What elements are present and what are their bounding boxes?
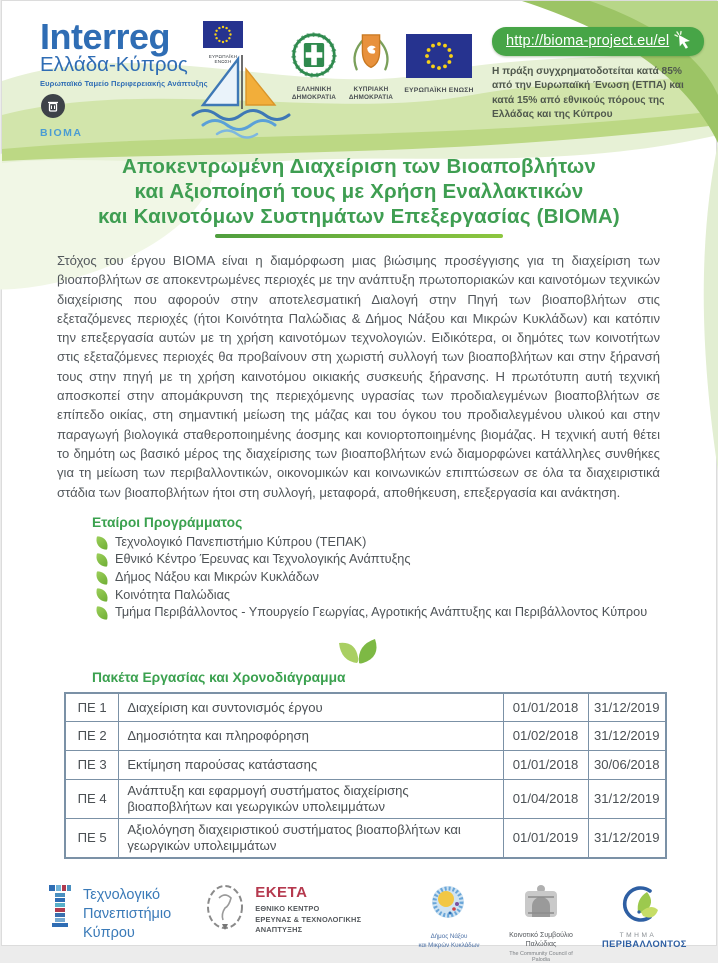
- page-title: [60, 154, 658, 229]
- wp-end-date: 30/06/2018: [588, 751, 666, 780]
- eu-flag-small-icon: [203, 21, 243, 48]
- wp-end-date: 31/12/2019: [588, 693, 666, 722]
- cyprus-emblem-icon: [349, 29, 393, 79]
- naxos-logo: [418, 884, 480, 950]
- partners-list: [96, 534, 716, 622]
- table-row: [65, 780, 666, 819]
- wp-id: ΠΕ 2: [65, 722, 119, 751]
- palodia-caption: Κοινοτικό Συμβούλιο Παλώδιας: [502, 931, 580, 949]
- eketa-emblem-icon: [205, 884, 245, 932]
- work-packages-section: [2, 670, 716, 860]
- table-row: [65, 751, 666, 780]
- partner-name: Κοινότητα Παλώδιας: [115, 587, 230, 605]
- eu-flag-large: [400, 34, 478, 95]
- table-row: [65, 693, 666, 722]
- wp-id: ΠΕ 4: [65, 780, 119, 819]
- wp-end-date: 31/12/2019: [588, 819, 666, 859]
- leaf-divider-icon: [2, 629, 716, 667]
- palodia-monument-icon: [518, 884, 564, 924]
- project-url-link[interactable]: [492, 27, 704, 56]
- partner-item: [96, 604, 716, 622]
- greece-emblem-caption: ΕΛΛΗΝΙΚΗ ΔΗΜΟΚΡΑΤΙΑ: [285, 86, 343, 101]
- intro-paragraph: Στόχος του έργου BIOMA είναι η διαμόρφωση μιας βιώσιμης προσέγγισης για τη διαχείριση των βιοαποβλήτων σε αποκεντρωμένες περιοχές με την ανάπτυξη πρωτοποριακών και καινοτόμων τεχνικών διαχείρισης που αφορούν στην αποτελεσματική Διαλογή στην Πηγή των βιοαποβλήτων στις εξεταζόμενες περιοχές (ήτοι Κοινότητα Παλώδιας & Δήμος Νάξου και Μικρών Κυκλάδων) και κατόπιν την επεξεργασία αυτών με τη χρήση καινοτόμων τεχνολογιών. Ειδικότερα, οι δημότες των κοινοτήτων στις εξεταζόμενες περιοχές θα προβαίνουν στη χωριστή συλλογή των βιοαποβλήτων και στην ξήρανσή τους στην πηγή με τη χρήση καινοτόμου οικιακής συσκευής ξήρανσης. Η πρωτότυπη αυτή τεχνική αποσκοπεί στην απομάκρυνση της περιεχόμενης υγρασίας των προδιαλεγμένων βιοαποβλήτων σε επίπεδο οικίας, στη σημαντική μείωση της μάζας και του όγκου του προδιαλεγμένου υλικού και στην παραγωγή βιολογικά σταθεροποιημένης άοσμης και κονιορτοποιημένης βιομάζας. Η τεχνική αυτή θέτει το δημότη ως βασικό μέρος της διαχείρισης των βιοαποβλήτων ενώ διαμορφώνει κατάλληλες συνθήκες για τη μείωση των περιβαλλοντικών, οικονομικών και κοινωνικών επιπτώσεων σε όλα τα διαχειριστικά στάδια των βιοαποβλήτων ήτοι στη συλλογή, μεταφορά, αποθήκευση, επεξεργασία και ανάκτηση.: [57, 251, 660, 502]
- wp-title: Αξιολόγηση διαχειριστικού συστήματος βιοαποβλήτων και γεωργικών υπολειμμάτων: [119, 819, 503, 859]
- wp-end-date: 31/12/2019: [588, 722, 666, 751]
- partners-section: [2, 515, 716, 622]
- page-title-line-2: και Αξιοποίησή τους με Χρήση Εναλλακτικών: [60, 179, 658, 204]
- eu-flag-small-caption: ΕΥΡΩΠΑΪΚΗ ΕΝΩΣΗ: [200, 54, 246, 64]
- leaf-bullet-icon: [95, 553, 109, 567]
- partner-item: [96, 587, 716, 605]
- funding-note: Η πράξη συγχρηματοδοτείται κατά 85% από την Ευρωπαϊκή Ένωση (ΕΤΠΑ) και κατά 15% από εθνικούς πόρους της Ελλάδας και της Κύπρου: [492, 65, 704, 123]
- greece-emblem: [285, 31, 343, 101]
- eketa-acronym: ΕΚΕΤΑ: [255, 884, 361, 901]
- cyprus-emblem-caption: ΚΥΠΡΙΑΚΗ ΔΗΜΟΚΡΑΤΙΑ: [345, 86, 397, 101]
- table-row: [65, 722, 666, 751]
- erdf-fund-label: Ευρωπαϊκό Ταμείο Περιφερειακής Ανάπτυξης: [40, 79, 255, 88]
- partner-item: [96, 551, 716, 569]
- partner-name: Τμήμα Περιβάλλοντος - Υπουργείο Γεωργίας, Αγροτικής Ανάπτυξης και Περιβάλλοντος Κύπρου: [115, 604, 647, 622]
- page-title-line-1: Αποκεντρωμένη Διαχείριση των Βιοαποβλήτων: [60, 154, 658, 179]
- leaf-bullet-icon: [95, 536, 109, 550]
- leaf-bullet-icon: [95, 606, 109, 620]
- title-block: [2, 154, 716, 238]
- wp-id: ΠΕ 5: [65, 819, 119, 859]
- wp-title: Ανάπτυξη και εφαρμογή συστήματος διαχείρισης βιοαποβλήτων και γεωργικών υπολειμμάτων: [119, 780, 503, 819]
- wp-title: Δημοσιότητα και πληροφόρηση: [119, 722, 503, 751]
- footer-partner-logos: [47, 884, 674, 962]
- header-right: [492, 27, 704, 123]
- palodia-caption-en: The Community Council of Palodia: [502, 951, 580, 963]
- partner-name: Τεχνολογικό Πανεπιστήμιο Κύπρου (ΤΕΠΑΚ): [115, 534, 366, 552]
- partners-heading: Εταίροι Προγράμματος: [92, 515, 716, 530]
- wp-id: ΠΕ 3: [65, 751, 119, 780]
- environment-dept-logo: [602, 884, 674, 949]
- wp-start-date: 01/02/2018: [503, 722, 588, 751]
- eketa-logo: [205, 884, 361, 936]
- wp-title: Εκτίμηση παρούσας κατάστασης: [119, 751, 503, 780]
- interreg-program-name: Ελλάδα-Κύπρος: [40, 53, 255, 77]
- partner-item: [96, 534, 716, 552]
- wp-id: ΠΕ 1: [65, 693, 119, 722]
- wp-start-date: 01/01/2018: [503, 751, 588, 780]
- eu-flag-large-icon: [406, 34, 472, 78]
- project-url-text: http://bioma-project.eu/el: [506, 33, 669, 49]
- partner-name: Δήμος Νάξου και Μικρών Κυκλάδων: [115, 569, 319, 587]
- cursor-icon: [674, 31, 694, 51]
- page-title-line-3: και Καινοτόμων Συστημάτων Επεξεργασίας (BIOMA): [60, 204, 658, 229]
- cyprus-emblem: [345, 29, 397, 101]
- bioma-bin-icon: [40, 93, 66, 119]
- wp-title: Διαχείριση και συντονισμός έργου: [119, 693, 503, 722]
- leaf-bullet-icon: [95, 589, 109, 603]
- partner-name: Εθνικό Κέντρο Έρευνας και Τεχνολογικής Ανάπτυξης: [115, 551, 410, 569]
- partner-item: [96, 569, 716, 587]
- bioma-acronym: BIOMA: [40, 127, 255, 139]
- interreg-wordmark: Interreg: [40, 21, 255, 53]
- tepak-pillar-icon: [47, 884, 73, 930]
- wp-end-date: 31/12/2019: [588, 780, 666, 819]
- wp-start-date: 01/04/2018: [503, 780, 588, 819]
- greece-emblem-icon: [290, 31, 338, 79]
- wp-start-date: 01/01/2019: [503, 819, 588, 859]
- wp-start-date: 01/01/2018: [503, 693, 588, 722]
- header: [2, 1, 716, 151]
- flyer-page: [1, 0, 717, 946]
- environment-dept-line1: ΤΜΗΜΑ: [602, 932, 674, 939]
- naxos-mosaic-icon: [429, 884, 469, 926]
- title-underline: [215, 234, 503, 238]
- tepak-name: Τεχνολογικό Πανεπιστήμιο Κύπρου: [83, 886, 171, 943]
- table-row: [65, 819, 666, 859]
- eu-flag-caption: ΕΥΡΩΠΑΪΚΗ ΕΝΩΣΗ: [400, 87, 478, 95]
- work-packages-heading: Πακέτα Εργασίας και Χρονοδιάγραμμα: [92, 670, 716, 685]
- work-packages-table: [64, 692, 667, 860]
- environment-dept-line2: ΠΕΡΙΒΑΛΛΟΝΤΟΣ: [602, 939, 674, 949]
- leaf-bullet-icon: [95, 571, 109, 585]
- naxos-caption: Δήμος Νάξου και Μικρών Κυκλάδων: [418, 933, 480, 950]
- palodia-logo: [502, 884, 580, 962]
- eketa-name: [255, 884, 361, 936]
- tepak-logo: [47, 884, 171, 943]
- environment-leaf-circle-icon: [614, 884, 662, 926]
- eketa-full-name: ΕΘΝΙΚΟ ΚΕΝΤΡΟ ΕΡΕΥΝΑΣ & ΤΕΧΝΟΛΟΓΙΚΗΣ ΑΝΑΠΤΥΞΗΣ: [255, 904, 361, 936]
